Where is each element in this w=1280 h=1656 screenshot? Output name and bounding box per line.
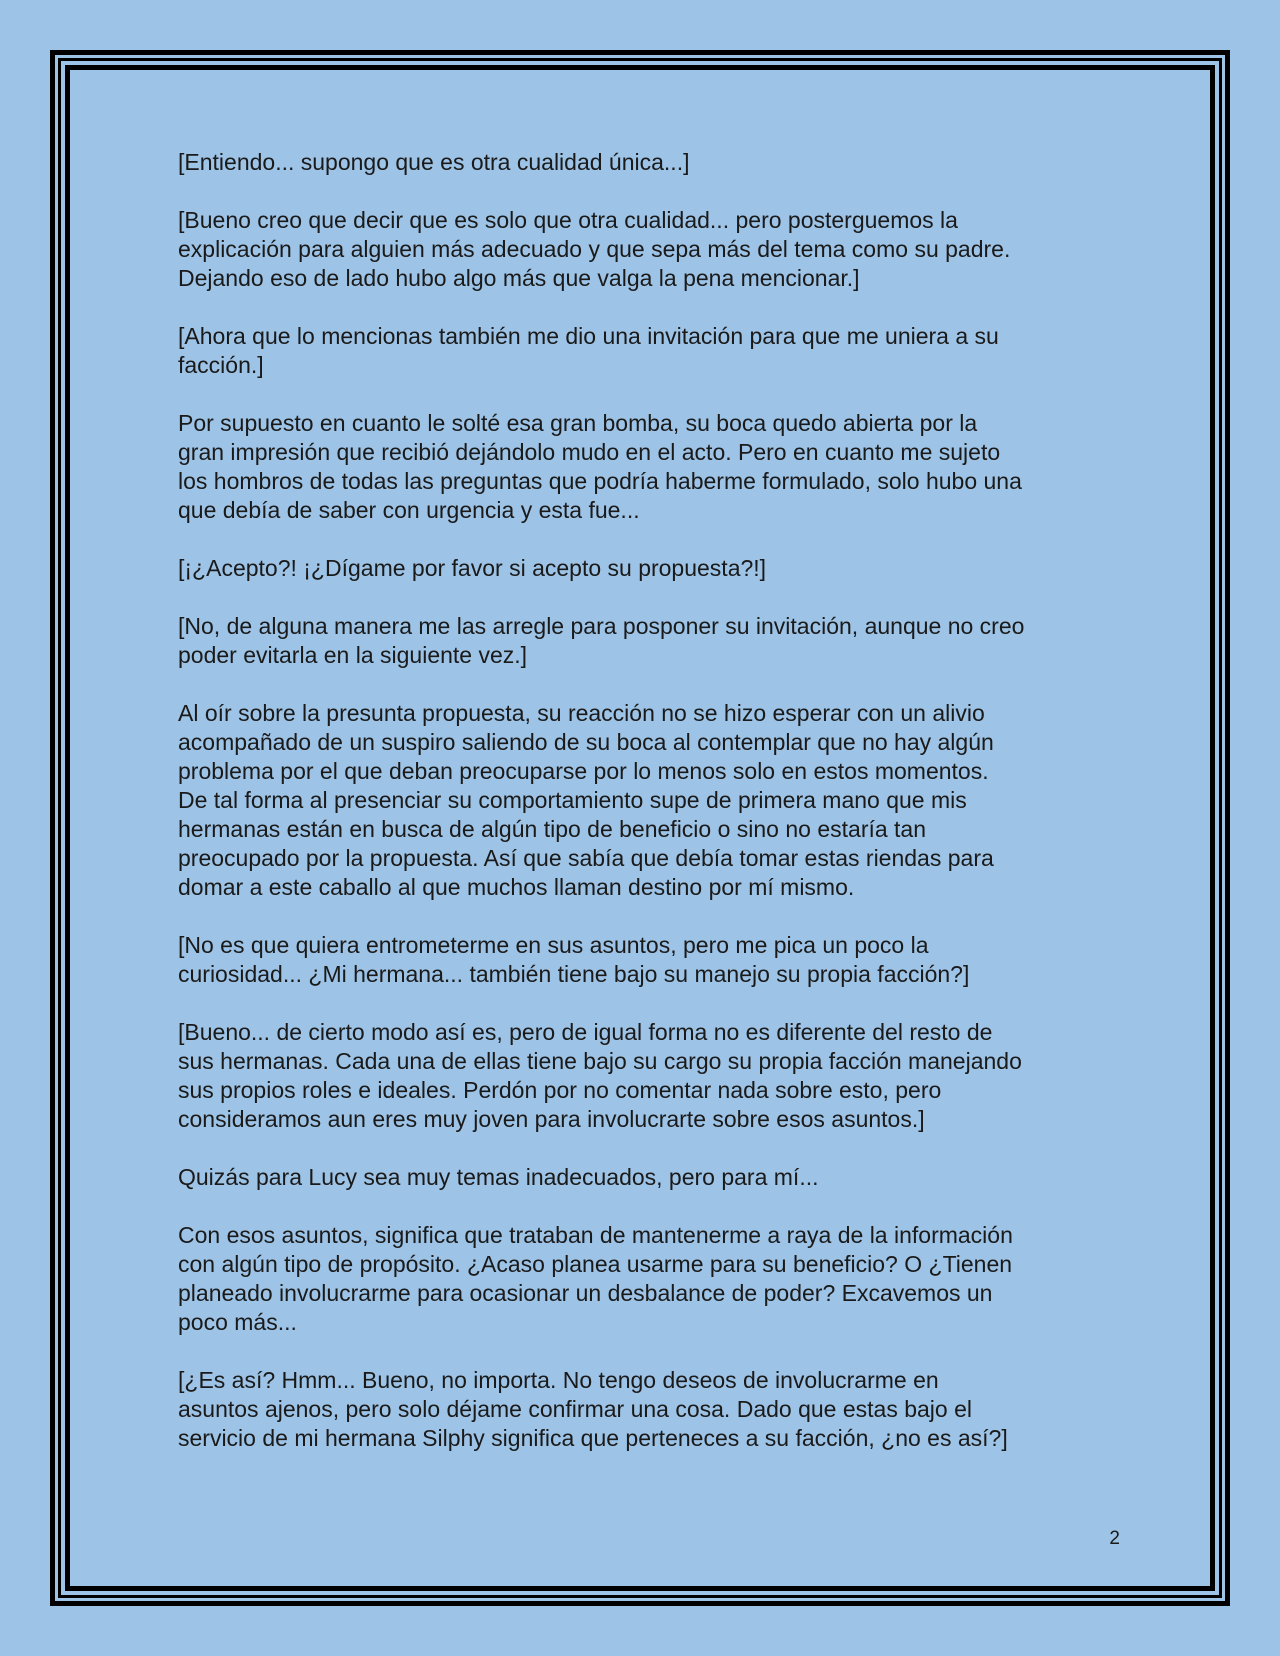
paragraph: [No es que quiera entrometerme en sus asuntos, pero me pica un poco la curiosidad... ¿Mi hermana... también tiene bajo su manejo su propia facción?] xyxy=(178,932,970,987)
paragraph: [Entiendo... supongo que es otra cualidad única...] xyxy=(178,149,690,175)
paragraph: Por supuesto en cuanto le solté esa gran bomba, su boca quedo abierta por la gran impresión que recibió dejándolo mudo en el acto. Pero en cuanto me sujeto los hombros de todas las preguntas que podría haberme formulado, solo hubo una que debía de saber con urgencia y esta fue... xyxy=(178,410,1022,523)
paragraph: Con esos asuntos, significa que trataban de mantenerme a raya de la información con algún tipo de propósito. ¿Acaso planea usarme para su beneficio? O ¿Tienen planeado involucrarme para ocasionar un desbalance de poder? Excavemos un poco más... xyxy=(178,1222,1013,1335)
paragraph: Al oír sobre la presunta propuesta, su reacción no se hizo esperar con un alivio acompañado de un suspiro saliendo de su boca al contemplar que no hay algún problema por el que deban preocuparse por lo menos solo en estos momentos. De tal forma al presenciar su comportamiento supe de primera mano que mis hermanas están en busca de algún tipo de beneficio o sino no estaría tan preocupado por la propuesta. Así que sabía que debía tomar estas riendas para domar a este caballo al que muchos llaman destino por mí mismo. xyxy=(178,700,994,900)
paragraph: [Bueno... de cierto modo así es, pero de igual forma no es diferente del resto de sus hermanas. Cada una de ellas tiene bajo su cargo su propia facción manejando sus propios roles e ideales. Perdón por no comentar nada sobre esto, pero consideramos aun eres muy joven para involucrarte sobre esos asuntos.] xyxy=(178,1019,1022,1132)
paragraph: [¿Es así? Hmm... Bueno, no importa. No tengo deseos de involucrarme en asuntos ajenos, pero solo déjame confirmar una cosa. Dado que estas bajo el servicio de mi hermana Silphy significa que perteneces a su facción, ¿no es así?] xyxy=(178,1367,1008,1451)
page-number: 2 xyxy=(1109,1528,1120,1549)
paragraph: [¡¿Acepto?! ¡¿Dígame por favor si acepto su propuesta?!] xyxy=(178,555,767,581)
document-body xyxy=(178,148,1118,1482)
paragraph: [Bueno creo que decir que es solo que otra cualidad... pero posterguemos la explicación para alguien más adecuado y que sepa más del tema como su padre. Dejando eso de lado hubo algo más que valga la pena mencionar.] xyxy=(178,207,1011,291)
paragraph: Quizás para Lucy sea muy temas inadecuados, pero para mí... xyxy=(178,1164,819,1190)
paragraph: [Ahora que lo mencionas también me dio una invitación para que me uniera a su facción.] xyxy=(178,323,999,378)
paragraph: [No, de alguna manera me las arregle para posponer su invitación, aunque no creo poder evitarla en la siguiente vez.] xyxy=(178,613,1025,668)
